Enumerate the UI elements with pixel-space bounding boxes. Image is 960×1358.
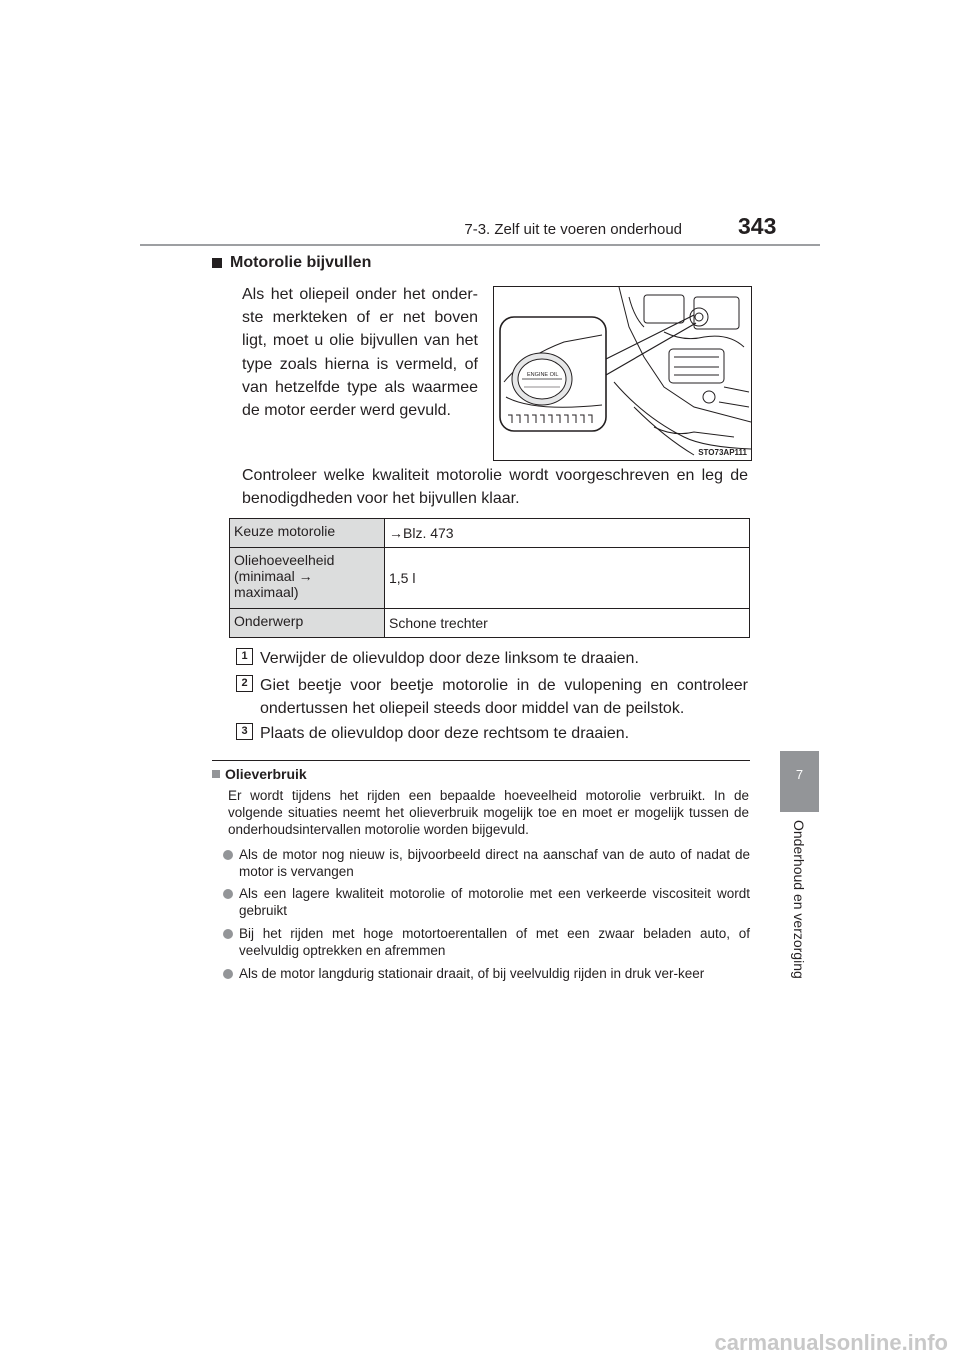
watermark: carmanualsonline.info (714, 1330, 948, 1355)
list-item-text: Als de motor langdurig stationair draait, of bij veelvuldig rijden in druk ver-keer (239, 966, 705, 981)
list-item (223, 885, 750, 921)
intro-paragraph: Als het oliepeil onder het onder-ste merkteken of er net boven ligt, moet u olie bijvullen van het type zoals hierna is vermeld, of van hetzelfde type als waarmee de motor eerder werd gevuld. (242, 286, 478, 420)
table-value-cell: 1,5 l (385, 548, 750, 609)
table-value-cell: →Blz. 473 (385, 519, 750, 548)
step-text: Plaats de olievuldop door deze rechtsom te draaien. (260, 725, 630, 742)
header-rule (140, 244, 820, 246)
oil-cap-label: ENGINE OIL (527, 372, 559, 378)
list-item (223, 846, 750, 882)
list-item (223, 965, 750, 1001)
step-1 (236, 647, 748, 671)
note-heading (212, 766, 307, 782)
step-number: 2 (236, 675, 253, 692)
note-paragraph: Er wordt tijdens het rijden een bepaalde hoeveelheid motorolie verbruikt. In de volgende situaties neemt het olieverbruik mogelijk toe en moet er mogelijk tussen de onderhoudsintervallen motorolie worden bijgevuld. (228, 788, 749, 837)
table-value-cell: Schone trechter (385, 609, 750, 638)
table-row (230, 548, 750, 609)
list-item-text: Als de motor nog nieuw is, bijvoorbeeld direct na aanschaf van de auto of nadat de motor is vervangen (239, 847, 750, 879)
bullet-dot-icon (223, 969, 233, 979)
table-label-cell: Onderwerp (230, 609, 385, 638)
square-bullet-icon (212, 770, 220, 778)
list-item-text: Als een lagere kwaliteit motorolie of motorolie met een verkeerde viscositeit wordt gebruikt (239, 886, 750, 918)
step-text: Giet beetje voor beetje motorolie in de vulopening en controleer ondertussen het oliepeil steeds door middel van de peilstok. (260, 677, 748, 717)
instruction-paragraph: Controleer welke kwaliteit motorolie wordt voorgeschreven en leg de benodigdheden voor het bijvullen klaar. (242, 467, 748, 508)
step-2 (236, 674, 748, 722)
table-label-cell: Oliehoeveelheid (minimaal → maximaal) (230, 548, 385, 609)
list-item (223, 925, 750, 961)
step-number: 3 (236, 723, 253, 740)
engine-bay-illustration (494, 287, 751, 460)
spec-table (229, 518, 750, 638)
table-row (230, 519, 750, 548)
table-label-cell: Keuze motorolie (230, 519, 385, 548)
figure-code: STO73AP111 (698, 448, 747, 457)
step-text: Verwijder de olievuldop door deze linksom te draaien. (260, 650, 639, 667)
chapter-side-title: Onderhoud en verzorging (791, 820, 807, 979)
list-item-text: Bij het rijden met hoge motortoerentallen of met een zwaar beladen auto, of veelvuldig optrekken en afremmen (239, 926, 750, 958)
page-number: 343 (738, 213, 777, 239)
note-heading-text: Olieverbruik (225, 766, 307, 782)
bullet-dot-icon (223, 850, 233, 860)
section-heading-text: Motorolie bijvullen (230, 254, 372, 271)
chapter-tab: 7 (780, 751, 819, 812)
bullet-dot-icon (223, 889, 233, 899)
section-divider (212, 760, 750, 761)
section-heading (212, 254, 371, 272)
running-head: 7-3. Zelf uit te voeren onderhoud (464, 221, 682, 238)
table-row (230, 609, 750, 638)
step-3 (236, 722, 748, 746)
engine-oil-cap-figure (493, 286, 752, 461)
square-bullet-icon (212, 258, 222, 268)
step-number: 1 (236, 648, 253, 665)
bullet-dot-icon (223, 929, 233, 939)
